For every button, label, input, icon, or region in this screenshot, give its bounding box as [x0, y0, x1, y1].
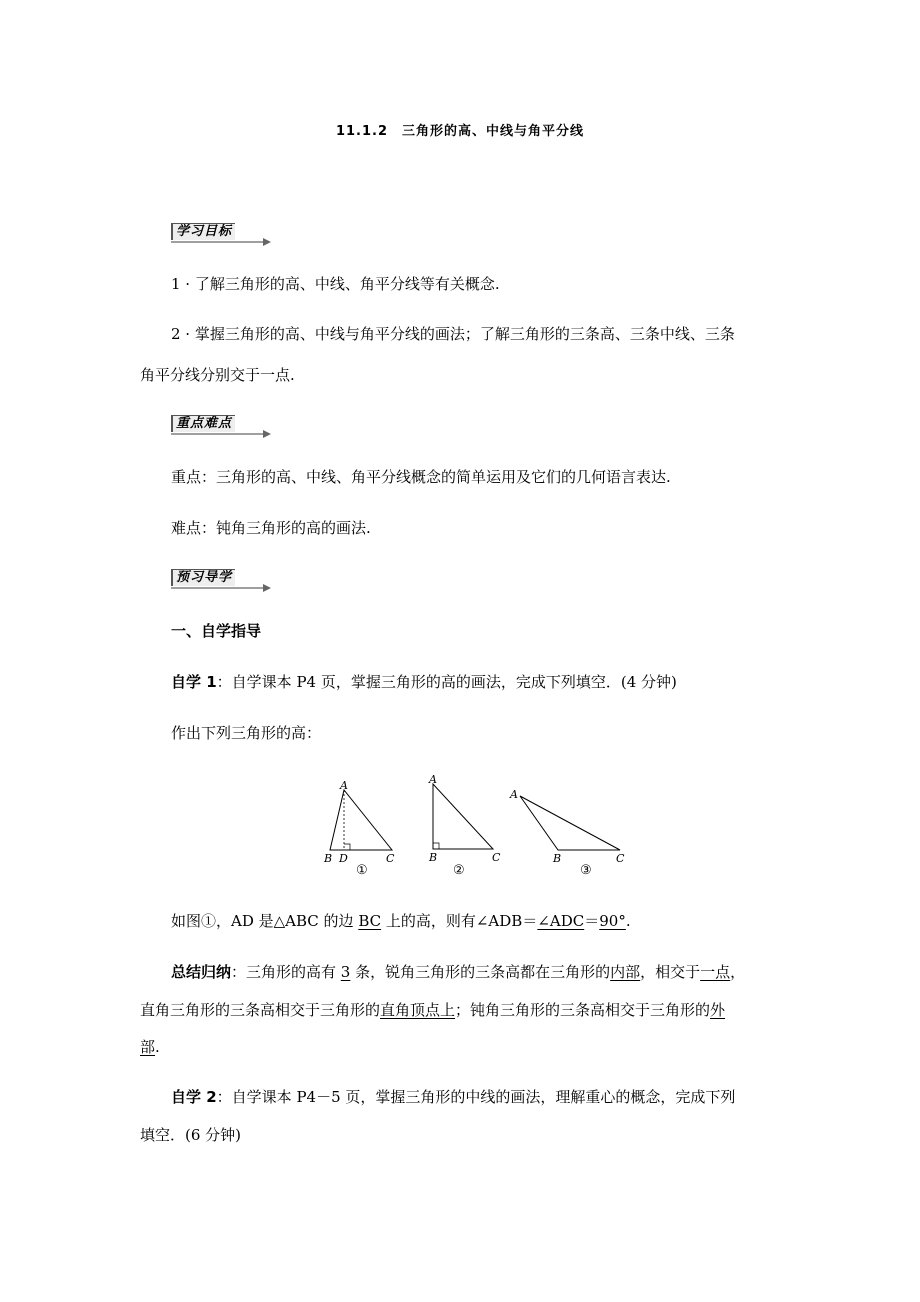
tag-label: 预习导学 [171, 569, 235, 586]
study-2-label: 自学 2 [171, 1088, 217, 1106]
label-n1: ① [356, 863, 368, 878]
summary-text: . [155, 1038, 160, 1056]
answer-blank: 90° [599, 912, 626, 930]
fill-text: . [625, 912, 631, 930]
key-point: 重点：三角形的高、中线、角平分线概念的简单运用及它们的几何语言表达. [171, 468, 671, 486]
triangle-3 [520, 796, 620, 850]
answer-blank: 外 [710, 1001, 726, 1019]
triangle-2 [433, 784, 493, 849]
study-1-label: 自学 1 [171, 673, 217, 691]
task-text: 作出下列三角形的高： [171, 724, 322, 742]
triangle-1 [330, 790, 392, 850]
fill-text: 如图①，AD 是△ABC 的边 [171, 912, 359, 930]
study-1-text: ：自学课本 P4 页，掌握三角形的高的画法，完成下列填空．(4 分钟) [216, 673, 677, 691]
fill-in-1 [171, 910, 631, 932]
difficult-point: 难点：钝角三角形的高的画法. [171, 519, 371, 537]
summary-text: ：三角形的高有 [231, 963, 341, 981]
goal-item-2-line-1: 2 · 掌握三角形的高、中线与角平分线的画法；了解三角形的三条高、三条中线、三条 [171, 325, 735, 343]
label-b2: B [429, 851, 438, 864]
summary-label: 总结归纳 [171, 963, 232, 981]
answer-blank: 一点 [700, 963, 731, 981]
label-c1: C [386, 852, 395, 865]
section-heading: 一、自学指导 [171, 622, 262, 640]
answer-blank: 内部 [610, 963, 641, 981]
label-b1: B [324, 852, 333, 865]
right-angle-mark [344, 844, 350, 850]
right-angle-mark [433, 843, 439, 849]
summary-text: 直角三角形的三条高相交于三角形的 [140, 1001, 381, 1019]
summary-text: ，相交于 [640, 963, 701, 981]
study-2-text: ：自学课本 P4－5 页，掌握三角形的中线的画法，理解重心的概念，完成下列 [216, 1088, 736, 1106]
section-tag-preview [171, 569, 271, 591]
tag-arrow-icon [171, 583, 271, 593]
fill-text: 上的高，则有∠ADB＝ [381, 912, 538, 930]
tag-label: 学习目标 [171, 223, 235, 240]
study-2-line-2: 填空．(6 分钟) [140, 1126, 242, 1144]
section-tag-goals [171, 223, 271, 245]
summary-line-3 [140, 1036, 160, 1058]
answer-blank: ∠ADC [537, 912, 585, 930]
summary-text: 条，锐角三角形的三条高都在三角形的 [350, 963, 611, 981]
goal-item-2-line-2: 角平分线分别交于一点. [140, 366, 295, 384]
section-tag-keypoints [171, 415, 271, 437]
fill-text: ＝ [584, 912, 600, 930]
summary-line-2 [140, 999, 725, 1021]
answer-blank: 直角顶点上 [380, 1001, 456, 1019]
label-n2: ② [453, 863, 465, 878]
summary-line-1 [171, 961, 745, 983]
tag-arrow-icon [171, 237, 271, 247]
label-a3: A [510, 788, 518, 801]
triangles-figure [300, 770, 640, 880]
answer-blank: 3 [340, 963, 351, 981]
answer-blank: BC [358, 912, 382, 930]
study-2 [171, 1086, 735, 1108]
label-c2: C [492, 851, 501, 864]
tag-arrow-icon [171, 429, 271, 439]
label-b3: B [553, 852, 562, 865]
answer-blank: 部 [140, 1038, 156, 1056]
summary-text: ；钝角三角形的三条高相交于三角形的 [455, 1001, 711, 1019]
label-d1: D [339, 852, 348, 865]
summary-text: ， [730, 963, 746, 981]
label-c3: C [616, 852, 625, 865]
label-a2: A [429, 773, 437, 786]
page-title: 11.1.2 三角形的高、中线与角平分线 [335, 124, 585, 139]
label-a1: A [340, 779, 348, 792]
label-n3: ③ [580, 863, 592, 878]
study-1 [171, 671, 677, 693]
tag-label: 重点难点 [171, 415, 235, 432]
goal-item-1: 1 · 了解三角形的高、中线、角平分线等有关概念. [171, 275, 500, 293]
